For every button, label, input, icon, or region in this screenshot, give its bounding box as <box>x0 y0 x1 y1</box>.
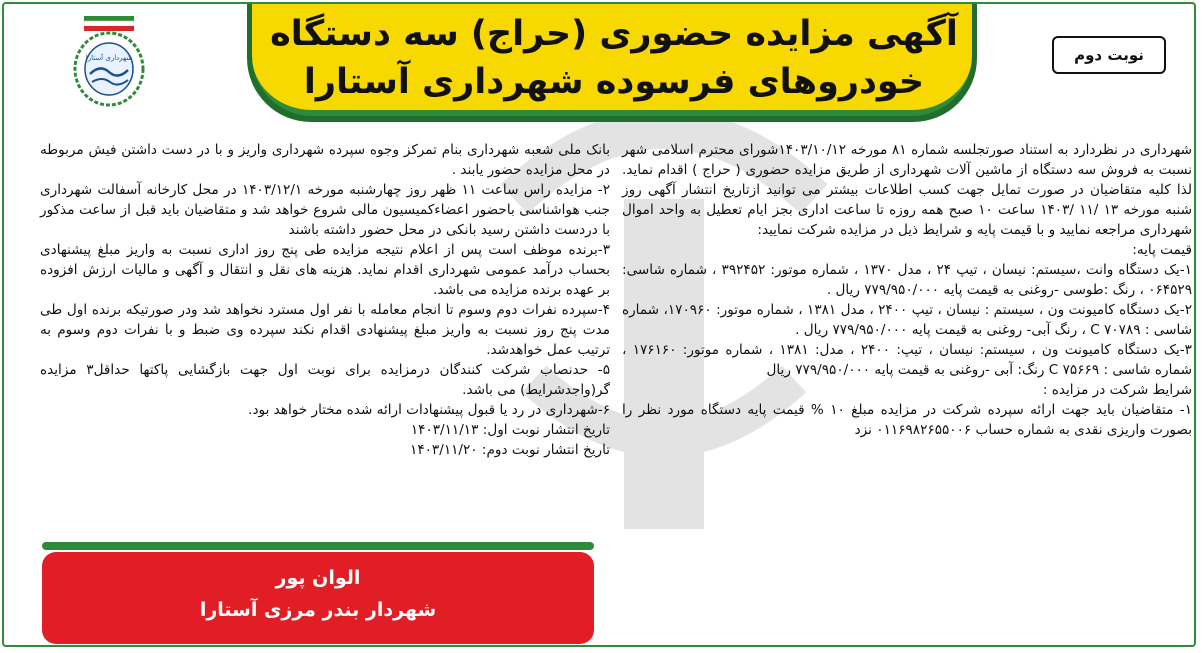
left-column <box>40 140 610 460</box>
condition-1: ۱- متقاضیان باید جهت ارائه سپرده شرکت در مزایده مبلغ ۱۰ % قیمت پایه دستگاه مورد نظر را بصورت واریزی نقدی به شماره حساب ۰۱۱۶۹۸۲۶۵۵۰۰۶ نزد <box>622 402 1192 438</box>
condition-1-continued: بانک ملی شعبه شهرداری بنام تمرکز وجوه سپرده شهرداری واریز و با در دست داشتن فیش مربوطه در محل مزایده حضور یابند . <box>40 142 610 178</box>
signatory-name: الوان پور <box>275 567 361 589</box>
condition-5: ۵- حدنصاب شرکت کنندگان درمزایده برای نوبت اول جهت بازگشایی پاکتها حداقل۳ مزایده گر(واجدشرایط) می باشد. <box>40 362 611 398</box>
vehicle-item-3: ۳-یک دستگاه کامیونت ون ، سیستم: نیسان ، تیپ: ۲۴۰۰ ، مدل: ۱۳۸۱ ، شماره موتور: ۱۷۶۱۶۰ ، شماره شاسی : C ۷۵۶۶۹ رنگ: آبی -روغنی به قیمت پایه ۷۷۹/۹۵۰/۰۰۰ ریال <box>622 342 1192 378</box>
signatory-title: شهردار بندر مرزی آستارا <box>199 599 437 621</box>
condition-3: ۳-برنده موظف است پس از اعلام نتیجه مزایده طی پنج روز اداری نسبت به واریز مبلغ پیشنهادی بحساب درآمد عمومی شهرداری اقدام نماید. هزینه های نقل و انتقال و آگهی و مالیات ارزش افزوده بر عهده برنده مزایده می باشد. <box>40 242 610 298</box>
advertisement-frame <box>2 2 1196 647</box>
condition-2: ۲- مزایده راس ساعت ۱۱ ظهر روز چهارشنبه مورخه ۱۴۰۳/۱۲/۱ در محل کارخانه آسفالت شهرداری جنب هواشناسی باحضور اعضاءکمیسیون مالی شروع خواهد شد و متقاضیان باید قبل از ساعت مذکور با دردست داشتن رسید بانکی در محل حضور داشته باشند <box>40 182 610 238</box>
astara-municipality-seal-icon <box>70 14 148 110</box>
intro-paragraph: شهرداری در نظردارد به استناد صورتجلسه شماره ۸۱ مورخه ۱۴۰۳/۱۰/۱۲شورای محترم اسلامی شهر نسبت به فروش سه دستگاه از ماشین آلات شهرداری از طریق مزایده حضوری ( حراج ) اقدام نماید. لذا کلیه متقاضیان در صورت تمایل جهت کسب اطلاعات بیشتر می توانید ازتاریخ انتشار آگهی روز شنبه مورخه ۱۳ /۱۱ /۱۴۰۳ ساعت ۱۰ صبح همه روزه تا ساعت اداری بجز ایام تعطیل به واحد اموال شهرداری مراجعه نمایید و با قیمت پایه و شرایط ذیل در مزایده شرکت نمایید: <box>622 142 1193 238</box>
title-line-1: آگهی مزایده حضوری (حراج) سه دستگاه <box>270 14 958 54</box>
condition-4: ۴-سپرده نفرات دوم وسوم تا انجام معامله با نفر اول مسترد نخواهد شد ودر صورتیکه برنده اول طی مدت پنج روز نسبت به واریز مبلغ پیشنهادی اقدام نکند سپرده وی ضبط و با نفرات دوم وسوم به ترتیب عمل خواهدشد. <box>40 302 610 358</box>
title-line-2: خودروهای فرسوده شهرداری آستارا <box>303 62 925 102</box>
condition-6: ۶-شهرداری در رد یا قبول پیشنهادات ارائه شده مختار خواهد بود. <box>248 402 610 418</box>
logo-text: شهرداری آستارا <box>85 54 133 62</box>
ad-title <box>264 10 964 106</box>
vehicle-item-1: ۱-یک دستگاه وانت ،سیستم: نیسان ، تیپ ۲۴ ، مدل ۱۳۷۰ ، شماره موتور: ۳۹۲۴۵۲ ، شماره شاسی: ۰۶۴۵۲۹ ، رنگ :طوسی -روغنی به قیمت پایه ۷۷۹/۹۵۰/۰۰۰ ریال . <box>622 262 1192 298</box>
first-publication-date: تاریخ انتشار نوبت اول: ۱۴۰۳/۱۱/۱۳ <box>410 422 610 438</box>
conditions-heading: شرایط شرکت در مزایده : <box>1042 382 1192 398</box>
second-publication-date: تاریخ انتشار نوبت دوم: ۱۴۰۳/۱۱/۲۰ <box>410 442 610 458</box>
signature-stripe <box>42 542 594 550</box>
right-column <box>622 140 1192 440</box>
signature-box <box>42 552 594 644</box>
edition-badge: نوبت دوم <box>1052 36 1166 74</box>
base-price-heading: قیمت پایه: <box>1132 242 1192 258</box>
vehicle-item-2: ۲-یک دستگاه کامیونت ون ، سیستم : نیسان ، تیپ ۲۴۰۰ ، مدل ۱۳۸۱ ، شماره موتور: ۱۷۰۹۶۰، شماره شاسی : C ۷۰۷۸۹ ، رنگ آبی- روغنی به قیمت پایه ۷۷۹/۹۵۰/۰۰۰ ریال . <box>622 302 1193 338</box>
